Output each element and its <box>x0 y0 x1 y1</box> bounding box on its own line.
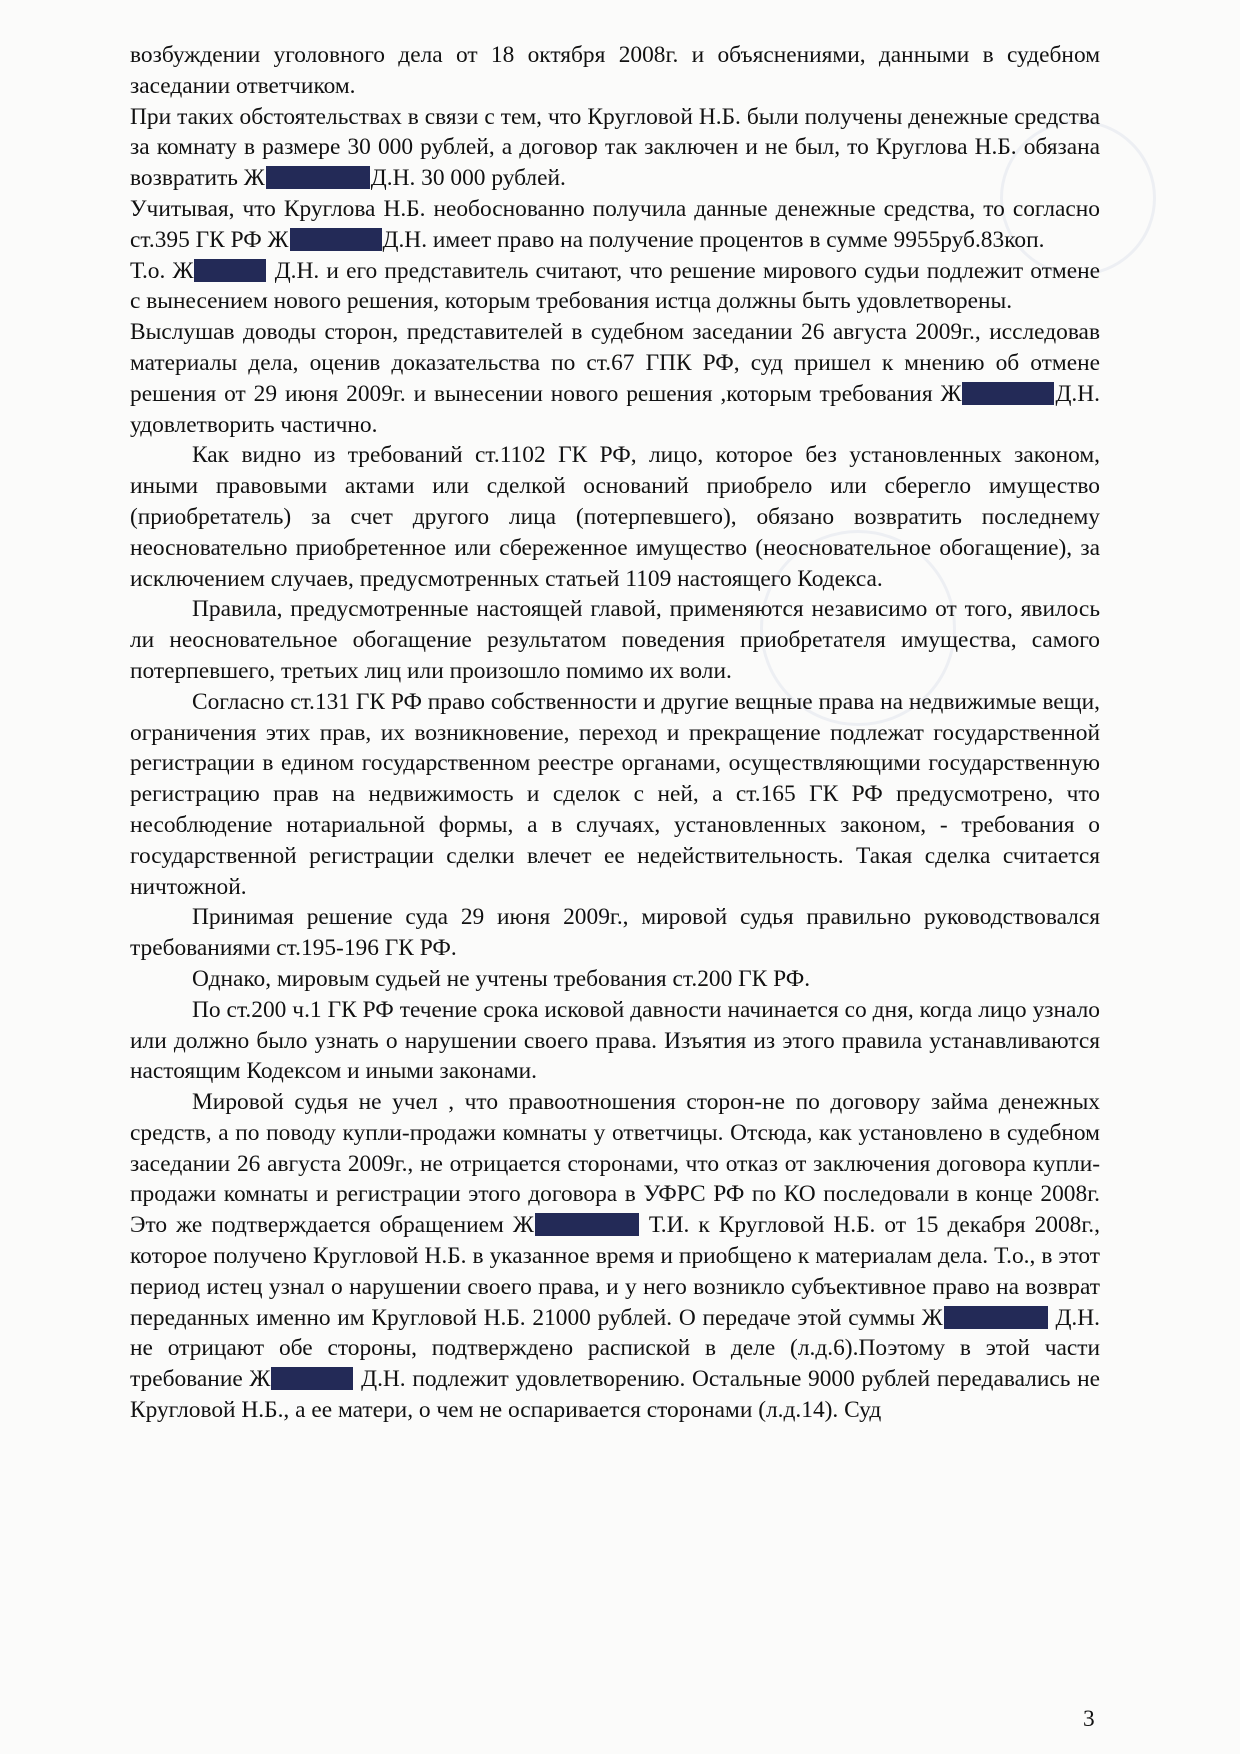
paragraph-11: По ст.200 ч.1 ГК РФ течение срока исковой давности начинается со дня, когда лицо узнало или должно было узнать о нарушении своего права. Изъятия из этого правила устанавливаются настоящим Кодексом и иными законами. <box>130 996 1100 1085</box>
paragraph-2: При таких обстоятельствах в связи с тем, что Кругловой Н.Б. были получены денежные средства за комнату в размере 30 000 рублей, а договор так заключен и не был, то Круглова Н.Б. обязана возвратить Ж Д.Н. 30 000 рублей. <box>130 103 1100 192</box>
paragraph-9: Принимая решение суда 29 июня 2009г., мировой судья правильно руководствовался требованиями ст.195-196 ГК РФ. <box>130 904 1100 962</box>
document-body <box>130 40 1100 1426</box>
paragraph-3: Учитывая, что Круглова Н.Б. необоснованно получила данные денежные средства, то согласно ст.395 ГК РФ Ж Д.Н. имеет право на получение процентов в сумме 9955руб.83коп. <box>130 195 1100 253</box>
redacted-name <box>194 259 266 282</box>
paragraph-4: Т.о. Ж Д.Н. и его представитель считают, что решение мирового судьи подлежит отмене с вынесением нового решения, которым требования истца должны быть удовлетворены. <box>130 257 1100 315</box>
redacted-name <box>535 1213 639 1236</box>
paragraph-10: Однако, мировым судьей не учтены требования ст.200 ГК РФ. <box>192 965 811 992</box>
paragraph-5: Выслушав доводы сторон, представителей в судебном заседании 26 августа 2009г., исследовав материалы дела, оценив доказательства по ст.67 ГПК РФ, суд пришел к мнению об отмене решения от 29 июня 2009г. и вынесении нового решения ,которым требования Ж Д.Н. удовлетворить частично. <box>130 319 1100 438</box>
page-number: 3 <box>1083 1706 1095 1732</box>
redacted-name <box>266 166 370 189</box>
paragraph-8: Согласно ст.131 ГК РФ право собственности и другие вещные права на недвижимые вещи, ограничения этих прав, их возникновение, переход и прекращение подлежат государственной регистрации в едином государственном реестре органами, осуществляющими государственную регистрацию прав на недвижимость и сделок с ней, а ст.165 ГК РФ предусмотрено, что несоблюдение нотариальной формы, а в случаях, установленных законом, - требования о государственной регистрации сделки влечет ее недействительность. Такая сделка считается ничтожной. <box>130 688 1100 900</box>
paragraph-12: Мировой судья не учел , что правоотношения сторон-не по договору займа денежных средств, а по поводу купли-продажи комнаты у ответчицы. Отсюда, как установлено в судебном заседании 26 августа 2009г., не отрицается сторонами, что отказ от заключения договора купли-продажи комнаты и регистрации этого договора в УФРС РФ по КО последовали в конце 2008г. Это же подтверждается обращением Ж Т.И. к Кругловой Н.Б. от 15 декабря 2008г., которое получено Кругловой Н.Б. в указанное время и приобщено к материалам дела. Т.о., в этот период истец узнал о нарушении своего права, и у него возникло субъективное право на возврат переданных именно им Кругловой Н.Б. 21000 рублей. О передаче этой суммы Ж Д.Н. не отрицают обе стороны, подтверждено распиской в деле (л.д.6).Поэтому в этой части требование Ж Д.Н. подлежит удовлетворению. Остальные 9000 рублей передавались не Кругловой Н.Б., а ее матери, о чем не оспаривается сторонами (л.д.14). Суд <box>130 1089 1100 1424</box>
paragraph-1: возбуждении уголовного дела от 18 октября 2008г. и объяснениями, данными в судебном заседании ответчиком. <box>130 42 1100 99</box>
redacted-name <box>962 382 1054 405</box>
redacted-name <box>271 1367 353 1390</box>
paragraph-6: Как видно из требований ст.1102 ГК РФ, лицо, которое без установленных законом, иными правовыми актами или сделкой оснований приобрело или сберегло имущество (приобретатель) за счет другого лица (потерпевшего), обязано возвратить последнему неосновательно приобретенное или сбереженное имущество (неосновательное обогащение), за исключением случаев, предусмотренных статьей 1109 настоящего Кодекса. <box>130 442 1100 592</box>
redacted-name <box>944 1306 1048 1329</box>
paragraph-7: Правила, предусмотренные настоящей главой, применяются независимо от того, явилось ли неосновательное обогащение результатом поведения приобретателя имущества, самого потерпевшего, третьих лиц или произошло помимо их воли. <box>130 596 1100 684</box>
redacted-name <box>290 228 382 251</box>
